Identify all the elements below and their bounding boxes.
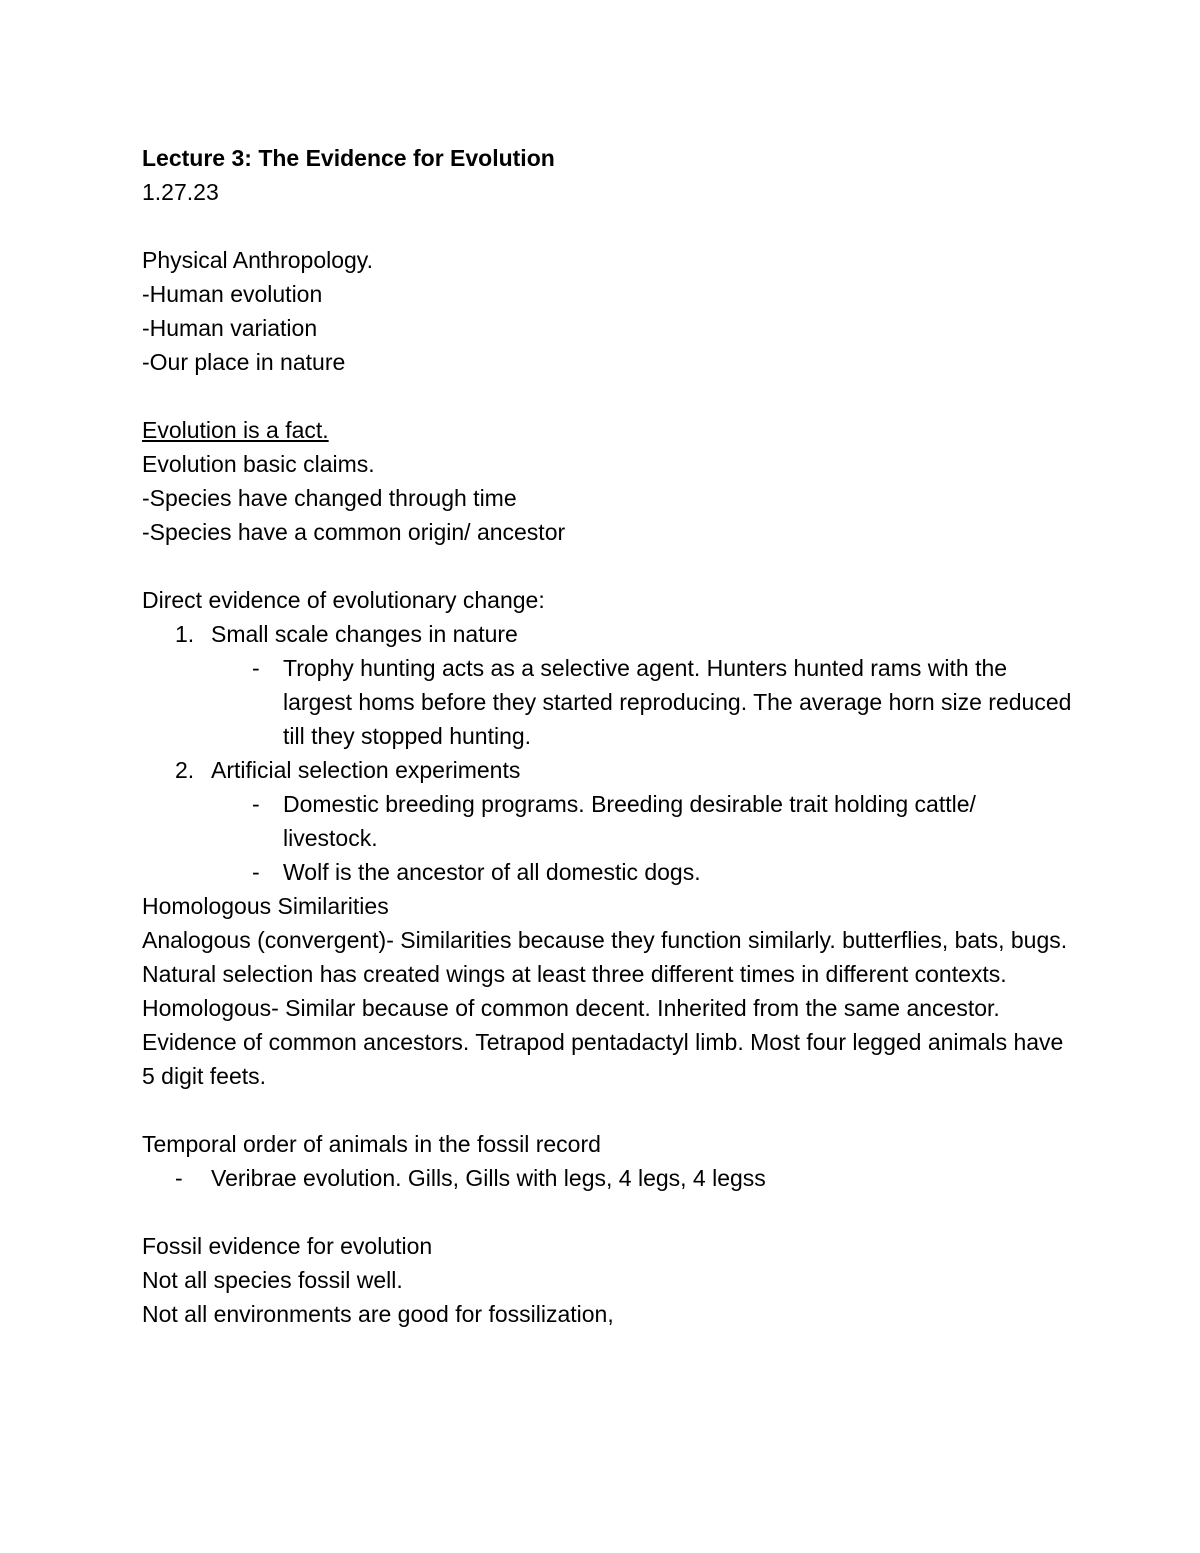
sub-list-item — [142, 855, 1072, 889]
ordered-list-item — [142, 753, 1072, 787]
spacer — [142, 1195, 1072, 1229]
sub-list-text: Trophy hunting acts as a selective agent. Hunters hunted rams with the largest homs before they started reproducing. The average horn size reduced till they stopped hunting. — [283, 655, 1072, 749]
dash-bullet: - — [252, 791, 260, 817]
spacer — [142, 379, 1072, 413]
section-heading: Direct evidence of evolutionary change: — [142, 587, 545, 613]
spacer — [142, 209, 1072, 243]
dash-list-text: Veribrae evolution. Gills, Gills with legs, 4 legs, 4 legss — [211, 1165, 766, 1191]
spacer — [142, 549, 1072, 583]
section-heading: Homologous Similarities — [142, 893, 389, 919]
sub-list-text: Domestic breeding programs. Breeding desirable trait holding cattle/ livestock. — [283, 791, 976, 851]
list-item: -Human evolution — [142, 281, 323, 307]
text-line: Not all environments are good for fossilization, — [142, 1301, 614, 1327]
section-subheading: Evolution basic claims. — [142, 451, 375, 477]
dash-bullet: - — [252, 859, 260, 885]
paragraph-analogous: Analogous (convergent)- Similarities because they function similarly. butterflies, bats, bugs. Natural selection has created wings at least three different times in different contexts. — [142, 927, 1068, 987]
section-heading: Physical Anthropology. — [142, 247, 373, 273]
section-heading: Temporal order of animals in the fossil record — [142, 1131, 601, 1157]
list-number: 1. — [175, 621, 195, 647]
list-item: -Human variation — [142, 315, 318, 341]
list-item-label: Small scale changes in nature — [211, 621, 518, 647]
list-item: -Species have a common origin/ ancestor — [142, 519, 566, 545]
dash-list-item — [142, 1161, 1072, 1195]
document-body — [142, 141, 1072, 1331]
dash-bullet: - — [252, 655, 260, 681]
lecture-date: 1.27.23 — [142, 179, 219, 205]
ordered-list-item — [142, 617, 1072, 651]
list-item-label: Artificial selection experiments — [211, 757, 521, 783]
text-line: Not all species fossil well. — [142, 1267, 403, 1293]
spacer — [142, 1093, 1072, 1127]
list-item: -Our place in nature — [142, 349, 346, 375]
list-item: -Species have changed through time — [142, 485, 517, 511]
list-number: 2. — [175, 757, 195, 783]
section-heading-underlined: Evolution is a fact. — [142, 417, 329, 443]
sub-list-text: Wolf is the ancestor of all domestic dogs. — [283, 859, 701, 885]
lecture-title: Lecture 3: The Evidence for Evolution — [142, 145, 555, 171]
sub-list-item — [142, 651, 1072, 753]
dash-bullet: - — [175, 1165, 183, 1191]
section-heading: Fossil evidence for evolution — [142, 1233, 433, 1259]
sub-list-item — [142, 787, 1072, 855]
paragraph-homologous: Homologous- Similar because of common decent. Inherited from the same ancestor. Evidence of common ancestors. Tetrapod pentadactyl limb. Most four legged animals have 5 digit feets. — [142, 995, 1064, 1089]
